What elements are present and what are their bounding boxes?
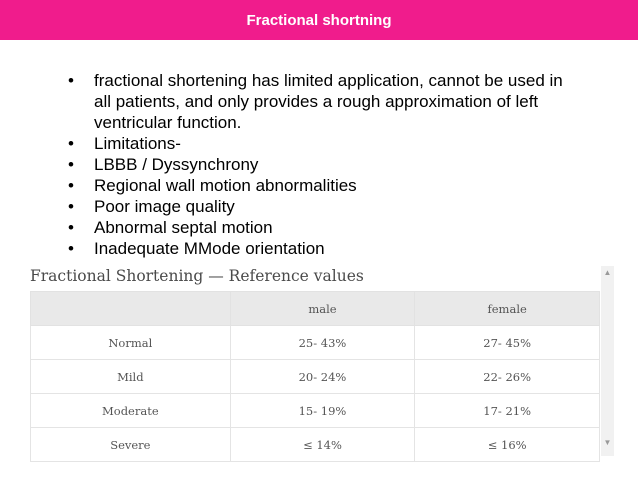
- bullet-dot: •: [68, 134, 74, 153]
- bullet-item: [58, 133, 578, 154]
- table-row: [31, 326, 600, 360]
- bullet-dot: •: [68, 155, 74, 174]
- bullet-text: Abnormal septal motion: [94, 218, 273, 237]
- scroll-up-icon[interactable]: ▲: [603, 267, 612, 277]
- bullet-dot: •: [68, 176, 74, 195]
- slide-title: Fractional shortning: [246, 11, 392, 29]
- scroll-down-icon[interactable]: ▼: [603, 437, 612, 447]
- bullet-item: [58, 238, 578, 259]
- cell-male: 25- 43%: [230, 326, 415, 360]
- cell-female: ≤ 16%: [415, 428, 600, 462]
- bullet-text: fractional shortening has limited application, cannot be used in all patients, and only provides a rough approximation of left ventricular function.: [94, 71, 563, 132]
- row-label: Mild: [31, 360, 231, 394]
- cell-female: 17- 21%: [415, 394, 600, 428]
- table-row: [31, 428, 600, 462]
- bullet-dot: •: [68, 197, 74, 216]
- bullet-list: [58, 70, 578, 259]
- cell-female: 27- 45%: [415, 326, 600, 360]
- reference-table: [30, 291, 600, 462]
- bullet-dot: •: [68, 71, 74, 90]
- scrollbar[interactable]: [601, 266, 614, 456]
- bullet-text: LBBB / Dyssynchrony: [94, 155, 259, 174]
- bullet-text: Inadequate MMode orientation: [94, 239, 325, 258]
- cell-female: 22- 26%: [415, 360, 600, 394]
- table-header-row: [31, 292, 600, 326]
- reference-title: Fractional Shortening — Reference values: [30, 267, 364, 285]
- row-label: Normal: [31, 326, 231, 360]
- bullet-item: [58, 217, 578, 238]
- table-row: [31, 360, 600, 394]
- header-male: male: [230, 292, 415, 326]
- bullet-text: Poor image quality: [94, 197, 235, 216]
- bullet-item: [58, 196, 578, 217]
- bullet-dot: •: [68, 239, 74, 258]
- bullet-item: [58, 70, 578, 133]
- row-label: Moderate: [31, 394, 231, 428]
- bullet-dot: •: [68, 218, 74, 237]
- cell-male: 20- 24%: [230, 360, 415, 394]
- bullet-item: [58, 175, 578, 196]
- bullet-text: Limitations-: [94, 134, 181, 153]
- reference-embed: [28, 266, 614, 456]
- header-empty: [31, 292, 231, 326]
- header-female: female: [415, 292, 600, 326]
- table-row: [31, 394, 600, 428]
- title-bar: [0, 0, 638, 40]
- bullet-text: Regional wall motion abnormalities: [94, 176, 357, 195]
- cell-male: 15- 19%: [230, 394, 415, 428]
- bullet-item: [58, 154, 578, 175]
- cell-male: ≤ 14%: [230, 428, 415, 462]
- row-label: Severe: [31, 428, 231, 462]
